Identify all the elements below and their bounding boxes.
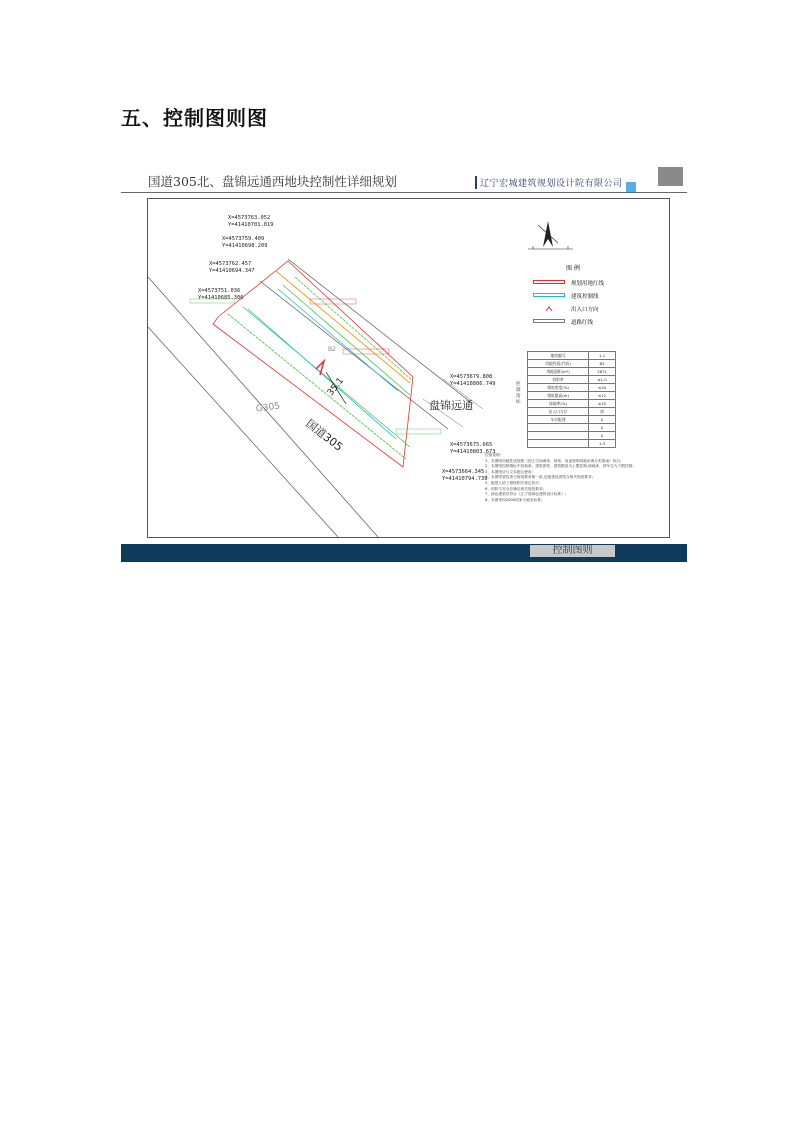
table-row: 绿地率(%) ≥15 [528,400,616,408]
table-row: 用地面积(m²) 2871 [528,368,616,376]
legend-title: 图 例 [566,265,580,272]
dimension-label: 35.1 [325,376,347,398]
note-line: 控规说明: [485,453,501,457]
legend-label: 建筑控制线 [571,294,599,300]
company-name: 辽宁宏城建筑规划设计院有限公司 [475,176,623,189]
road-label-guodao: 国道305 [303,417,346,454]
parcel-id: B2 [328,346,336,353]
sheet-title: 国道305北、盘锦远通西地块控制性详细规划 [148,174,397,189]
coord-label: X=4573751.036 Y=41410685.306 [198,288,244,301]
coord-label: X=4573763.052 Y=41410701.019 [228,215,274,228]
table-row: 容积率 ≤1.0 [528,376,616,384]
table-row: 0 [528,432,616,440]
table-row: 用地性质(代码) B2 [528,360,616,368]
road-line-swatch-icon [533,319,565,323]
north-arrow-icon [528,221,573,249]
note-line: 5、配建人防工程按相关规定执行; [485,480,541,485]
note-line: 1、本图则用地性质按照《国土空间调查、规划、用途管制用地用海分类指南》执行; [485,458,622,463]
coord-label: X=4573759.409 Y=41410698.209 [222,236,268,249]
legend-item [533,292,623,299]
legend-label: 规划用地红线 [571,281,605,287]
note-line: 3、本图则应与文本配合使用; [485,469,533,474]
note-line: 4、本图则管控须与规划要求相一致,后续建设须符合相关规范要求; [485,475,594,480]
header-rule [121,192,687,193]
road-line [260,281,448,429]
control-line [248,309,396,439]
table-row: 0 [528,424,616,432]
road-label-panjin: 盘锦远通 [429,399,473,412]
legend-label: 出入口方向 [571,307,599,313]
note-line: 7、绿色建筑应符合《辽宁省绿色建筑设计标准》; [485,492,567,497]
coord-label: X=4573664.345 Y=41410794.739 [442,469,488,482]
legend-label: 道路红线 [571,320,594,326]
footer-bar [121,544,687,562]
note-line: 6、消防与安全应满足相关规范要求; [485,486,544,491]
annotation-block [396,429,441,434]
footer-tab: 控制图则 [530,545,615,557]
road-label-g305: G305 [255,401,281,415]
table-row: 建筑密度(%) ≤30 [528,384,616,392]
blue-square-icon [626,182,636,192]
orange-line [276,271,410,383]
table-row: 车位配建 0 [528,416,616,424]
note-line: 8、本图采用2000国家大地坐标系。 [485,497,545,502]
table-row: 地块编号 1-1 [528,352,616,360]
entrance-arrow-icon [316,361,324,375]
sheet-header [121,170,687,194]
note-line: 2、本图则控制指标中容积率、建筑密度、建筑限高为上限控制,绿地率、停车位为下限控制; [485,464,634,469]
legend-item [533,305,623,312]
red-line-swatch-icon [533,280,565,284]
gray-square-icon [658,167,683,186]
legend-item [533,279,623,286]
plan-notes [485,453,665,503]
coord-label: X=4573675.665 Y=41410803.673 [450,442,496,455]
entrance-arrow-swatch-icon [533,306,565,310]
legend-item [533,318,623,325]
road-line [288,259,473,404]
coord-label: X=4573679.808 Y=41410806.749 [450,374,496,387]
table-row: 建筑限高(m) ≤12 [528,392,616,400]
control-table [527,351,616,448]
drawing-frame [147,198,670,538]
coord-label: X=4573762.457 Y=41410694.347 [209,261,255,274]
control-line-swatch-icon [533,293,565,297]
table-row: 1-3 [528,440,616,448]
table-row: 出入口方位 南 [528,408,616,416]
section-title: 五、控制图则图 [121,106,268,130]
control-indicator-label: 控制指标 [516,382,521,405]
